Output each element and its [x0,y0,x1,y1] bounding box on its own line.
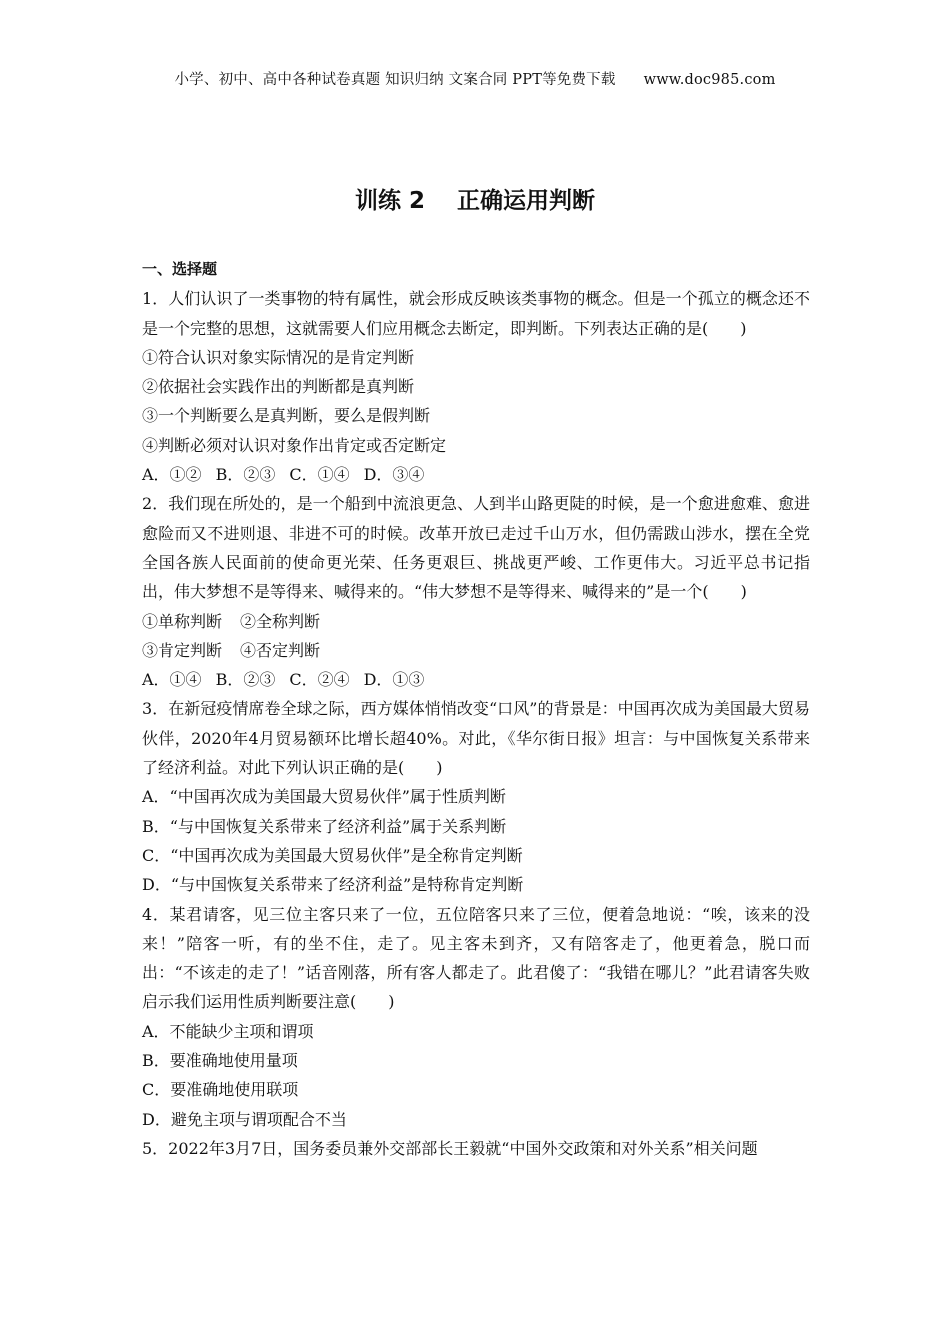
page-header [0,68,950,89]
question-1-item: ③一个判断要么是真判断，要么是假判断 [142,406,431,426]
header-text: 小学、初中、高中各种试卷真题 知识归纳 文案合同 PPT等免费下载 [174,72,616,88]
question-3-option-a: A．“中国再次成为美国最大贸易伙伴”属于性质判断 [142,787,506,807]
option-a: A．①② [142,465,202,485]
question-2-item: ④否定判断 [240,640,321,660]
question-4-option-b: B．要准确地使用量项 [142,1051,298,1071]
header-site-link[interactable]: www.doc985.com [643,72,776,88]
question-1-item: ④判断必须对认识对象作出肯定或否定断定 [142,435,447,455]
question-3-option-c: C．“中国再次成为美国最大贸易伙伴”是全称肯定判断 [142,845,523,865]
question-3-option-b: B．“与中国恢复关系带来了经济利益”属于关系判断 [142,816,507,836]
question-2-items-row-2 [142,636,810,665]
question-1-item: ②依据社会实践作出的判断都是真判断 [142,377,415,397]
page-title [0,182,950,215]
question-2-options [142,665,810,694]
option-c: C．②④ [289,670,350,690]
title-prefix: 训练 2 [354,188,425,214]
question-1-stem: 1．人们认识了一类事物的特有属性，就会形成反映该类事物的概念。但是一个孤立的概念还不是一个完整的思想，这就需要人们应用概念去断定，即判断。下列表达正确的是( ) [142,289,810,338]
question-3-stem: 3．在新冠疫情席卷全球之际，西方媒体悄悄改变“口风”的背景是：中国再次成为美国最大贸易伙伴，2020年4月贸易额环比增长超40%。对此，《华尔街日报》坦言：与中国恢复关系带来了经济利益。对此下列认识正确的是( ) [142,699,810,778]
option-b: B．②③ [215,670,276,690]
question-2-item: ①单称判断 [142,611,223,631]
question-4-option-a: A．不能缺少主项和谓项 [142,1021,314,1041]
question-5-stem: 5．2022年3月7日，国务委员兼外交部部长王毅就“中国外交政策和对外关系”相关问题 [142,1138,758,1158]
question-list [142,255,810,1163]
question-2-item: ③肯定判断 [142,640,223,660]
question-4-option-c: C．要准确地使用联项 [142,1080,299,1100]
option-a: A．①④ [142,670,202,690]
question-3-option-d: D．“与中国恢复关系带来了经济利益”是特称肯定判断 [142,875,524,895]
question-1-options [142,460,810,489]
question-4-option-d: D．避免主项与谓项配合不当 [142,1109,347,1129]
section-heading: 一、选择题 [142,260,218,278]
question-4-stem: 4．某君请客，见三位主客只来了一位，五位陪客只来了三位，便着急地说：“唉，该来的没来！”陪客一听，有的坐不住，走了。见主客未到齐，又有陪客走了，他更着急，脱口而出：“不该走的走了！”话音刚落，所有客人都走了。此君傻了：“我错在哪儿？”此君请客失败启示我们运用性质判断要注意( ) [142,904,810,1012]
title-main: 正确运用判断 [457,188,595,214]
option-c: C．①④ [289,465,350,485]
question-2-stem: 2．我们现在所处的，是一个船到中流浪更急、人到半山路更陡的时候，是一个愈进愈难、愈进愈险而又不进则退、非进不可的时候。改革开放已走过千山万水，但仍需跋山涉水，摆在全党全国各族人民面前的使命更光荣、任务更艰巨、挑战更严峻、工作更伟大。习近平总书记指出，伟大梦想不是等得来、喊得来的。“伟大梦想不是等得来、喊得来的”是一个( ) [142,494,810,602]
option-b: B．②③ [215,465,276,485]
option-d: D．③④ [363,465,425,485]
option-d: D．①③ [363,670,425,690]
question-2-items-row-1 [142,607,810,636]
question-2-item: ②全称判断 [240,611,321,631]
question-1-item: ①符合认识对象实际情况的是肯定判断 [142,347,415,367]
